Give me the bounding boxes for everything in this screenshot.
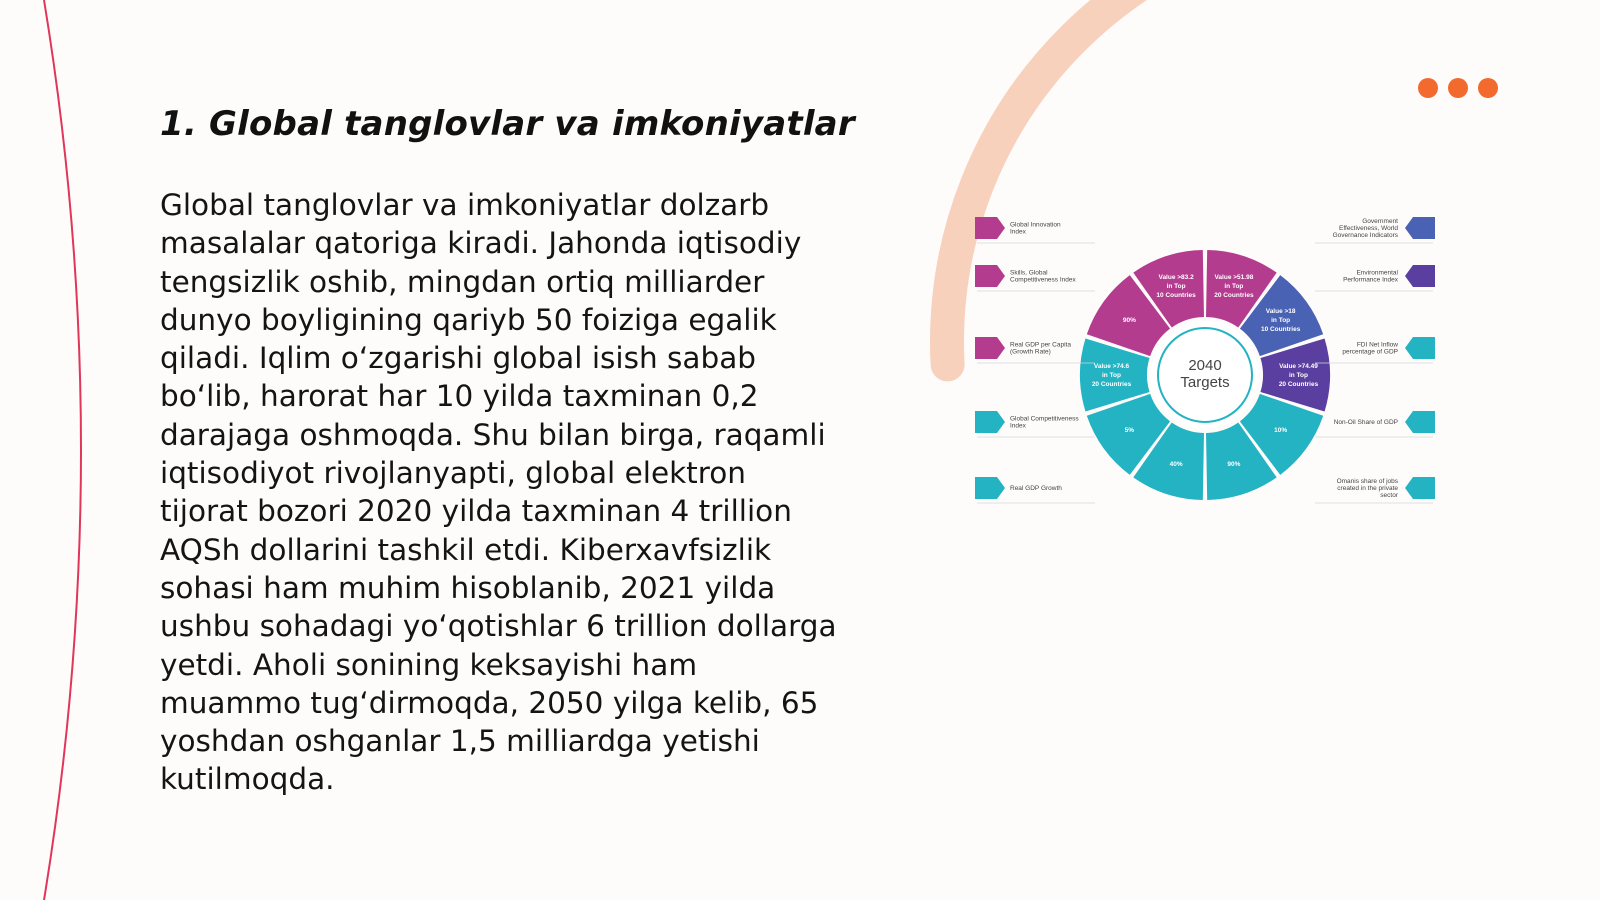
indicator-left-1 [975, 217, 1095, 243]
growth-chart-icon [975, 477, 1005, 499]
indicator-label: Skills, Global Competitiveness Index [1010, 269, 1076, 284]
wheel-segment-label-1: Value >51.98 in Top 20 Countries [1214, 274, 1254, 300]
wheel-segment-label-9: 90% [1122, 317, 1136, 325]
wheel-segment-label-10: Value >83.2 in Top 10 Countries [1156, 274, 1196, 300]
center-label-targets: Targets [1180, 374, 1230, 391]
wheel-segment-label-8: Value >74.6 in Top 20 Countries [1091, 363, 1132, 388]
dot-2 [1448, 78, 1468, 98]
indicator-label: FDI Net Inflow percentage of GDP [1342, 341, 1398, 356]
wheel-segment-label-7: 5% [1124, 426, 1135, 434]
indicator-label: Environmental Performance Index [1343, 269, 1398, 284]
indicator-right-1 [1315, 217, 1435, 243]
document-icon [1405, 477, 1435, 499]
indicator-right-5 [1315, 477, 1435, 503]
indicator-label: Global Competitiveness Index [1010, 415, 1079, 430]
left-curve-line [44, 0, 81, 900]
right-indicator-labels [1315, 217, 1435, 503]
dot-3 [1478, 78, 1498, 98]
indicator-label: Real GDP per Capita (Growth Rate) [1010, 341, 1071, 356]
indicator-label: Omanis share of jobs created in the private sector [1336, 478, 1398, 499]
bar-chart-icon [975, 411, 1005, 433]
oil-icon [1405, 411, 1435, 433]
slide-body-text: Global tanglovlar va imkoniyatlar dolzarb masalalar qatoriga kiradi. Jahonda iqtisodiy tengsizlik oshib, mingdan ortiq milliarder dunyo boyligining qariyb 50 foiziga egalik qiladi. Iqlim o‘zgarishi global isish sabab bo‘lib, harorat har 10 yilda taxminan 0,2 darajaga oshmoqda. Shu bilan birga, raqamli iqtisodiyot rivojlanyapti, global elektron tijorat bozori 2020 yilda taxminan 4 trillion AQSh dollarini tashkil etdi. Kiberxavfsizlik sohasi ham muhim hisoblanib, 2021 yilda ushbu sohadagi yo‘qotishlar 6 trillion dollarga yetdi. Aholi sonining keksayishi ham muammo tug‘dirmoqda, 2050 yilga kelib, 65 yoshdan oshganlar 1,5 milliardga yetishi kutilmoqda. [160, 188, 837, 797]
center-label-year: 2040 [1188, 357, 1222, 374]
indicator-right-3 [1315, 337, 1435, 363]
indicator-right-2 [1315, 265, 1435, 291]
indicator-left-4 [975, 411, 1095, 437]
leaf-icon [1405, 265, 1435, 287]
slide-title: 1. Global tanglovlar va imkoniyatlar [160, 104, 855, 144]
people-icon [975, 265, 1005, 287]
wheel-segment-label-4: 10% [1274, 426, 1288, 434]
flag-icon [1405, 217, 1435, 239]
money-icon [975, 337, 1005, 359]
window-dots [1418, 78, 1498, 98]
globe-icon [1405, 337, 1435, 359]
wheel-segment-label-2: Value >18 in Top 10 Countries [1260, 308, 1301, 334]
indicator-left-5 [975, 477, 1095, 503]
targets-infographic [975, 210, 1435, 530]
wheel-segment-label-3: Value >74.49 in Top 20 Countries [1278, 363, 1319, 388]
wheel-segment-label-5: 90% [1227, 460, 1241, 468]
indicator-right-4 [1315, 411, 1435, 437]
indicator-label: Government Effectiveness, World Governance Indicators [1332, 218, 1398, 239]
wheel-segment-label-6: 40% [1169, 460, 1183, 468]
indicator-left-2 [975, 265, 1095, 291]
indicator-left-3 [975, 337, 1095, 363]
indicator-label: Global Innovation Index [1010, 221, 1061, 236]
indicator-label: Real GDP Growth [1010, 485, 1062, 492]
dot-1 [1418, 78, 1438, 98]
lightbulb-icon [975, 217, 1005, 239]
left-indicator-labels [975, 217, 1095, 503]
indicator-label: Non-Oil Share of GDP [1333, 419, 1398, 426]
